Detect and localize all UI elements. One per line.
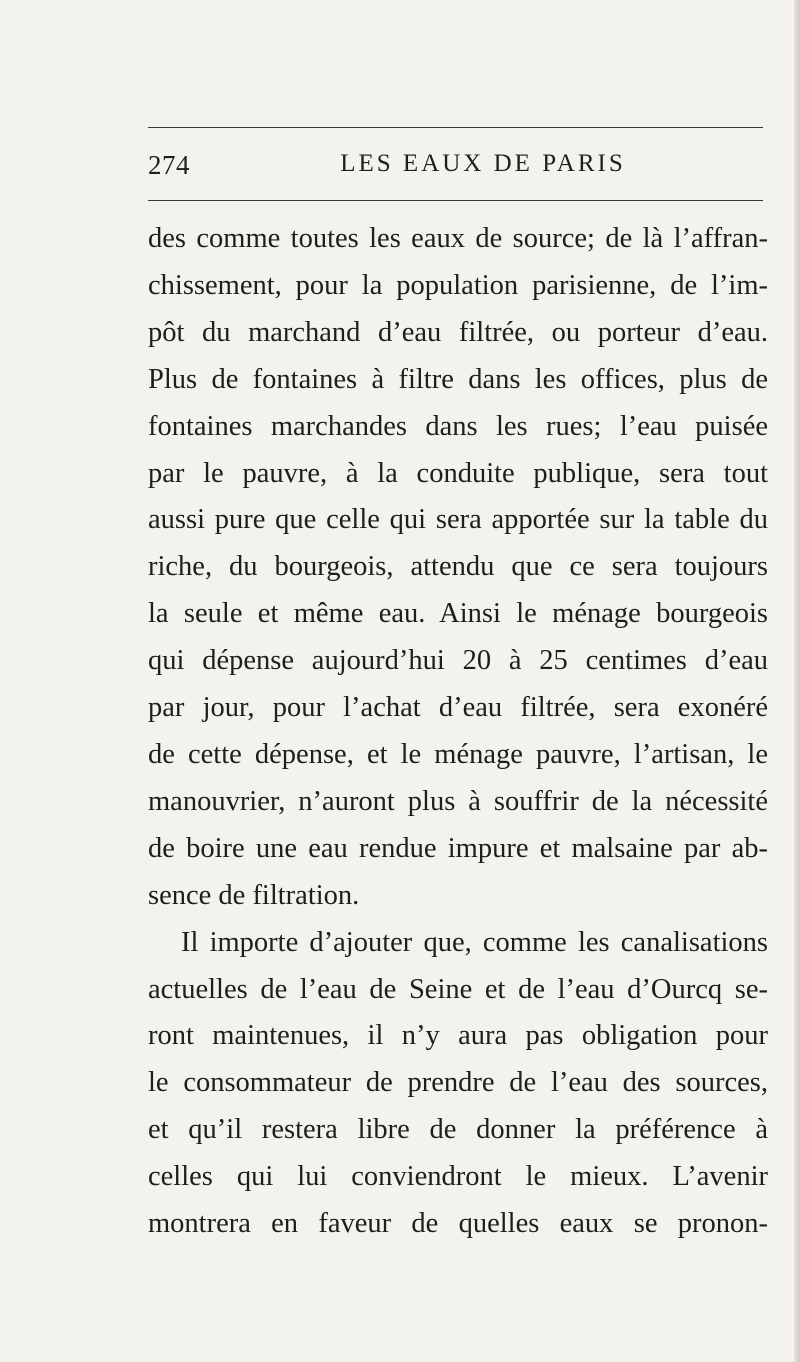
- page-number: 274: [148, 150, 190, 180]
- page-header: [148, 150, 763, 190]
- text-line: actuelles de l’eau de Seine et de l’eau d’Ourcq se-: [148, 973, 768, 1005]
- text-line: par jour, pour l’achat d’eau filtrée, sera exonéré: [148, 692, 768, 724]
- body-text: [148, 216, 768, 1248]
- text-line: chissement, pour la population parisienne, de l’im-: [148, 269, 768, 301]
- text-line: de boire une eau rendue impure et malsaine par ab-: [148, 832, 768, 864]
- running-title: LES EAUX DE PARIS: [340, 150, 626, 177]
- text-line: pôt du marchand d’eau filtrée, ou porteur d’eau.: [148, 316, 768, 348]
- text-line: et qu’il restera libre de donner la préférence à: [148, 1114, 768, 1146]
- text-line: montrera en faveur de quelles eaux se pronon-: [148, 1208, 768, 1240]
- text-line: aussi pure que celle qui sera apportée sur la table du: [148, 504, 768, 536]
- text-line: des comme toutes les eaux de source; de là l’affran-: [148, 223, 768, 254]
- text-line: Plus de fontaines à filtre dans les offices, plus de: [148, 363, 768, 395]
- top-rule: [148, 127, 763, 128]
- text-line: la seule et même eau. Ainsi le ménage bourgeois: [148, 598, 768, 630]
- header-rule: [148, 200, 763, 201]
- text-line: ront maintenues, il n’y aura pas obligation pour: [148, 1020, 768, 1052]
- text-line: qui dépense aujourd’hui 20 à 25 centimes d’eau: [148, 645, 768, 677]
- text-line: de cette dépense, et le ménage pauvre, l’artisan, le: [148, 738, 768, 770]
- text-line: le consommateur de prendre de l’eau des sources,: [148, 1067, 768, 1099]
- text-line: par le pauvre, à la conduite publique, sera tout: [148, 457, 768, 489]
- text-line: fontaines marchandes dans les rues; l’eau puisée: [148, 410, 768, 442]
- paragraph-start-line: Il importe d’ajouter que, comme les canalisations: [181, 926, 768, 958]
- paragraph-end-line: sence de filtration.: [148, 879, 360, 911]
- text-line: manouvrier, n’auront plus à souffrir de la nécessité: [148, 785, 768, 817]
- text-line: riche, du bourgeois, attendu que ce sera toujours: [148, 551, 768, 583]
- page-edge-shadow: [794, 0, 800, 1362]
- text-line: celles qui lui conviendront le mieux. L’avenir: [148, 1161, 768, 1193]
